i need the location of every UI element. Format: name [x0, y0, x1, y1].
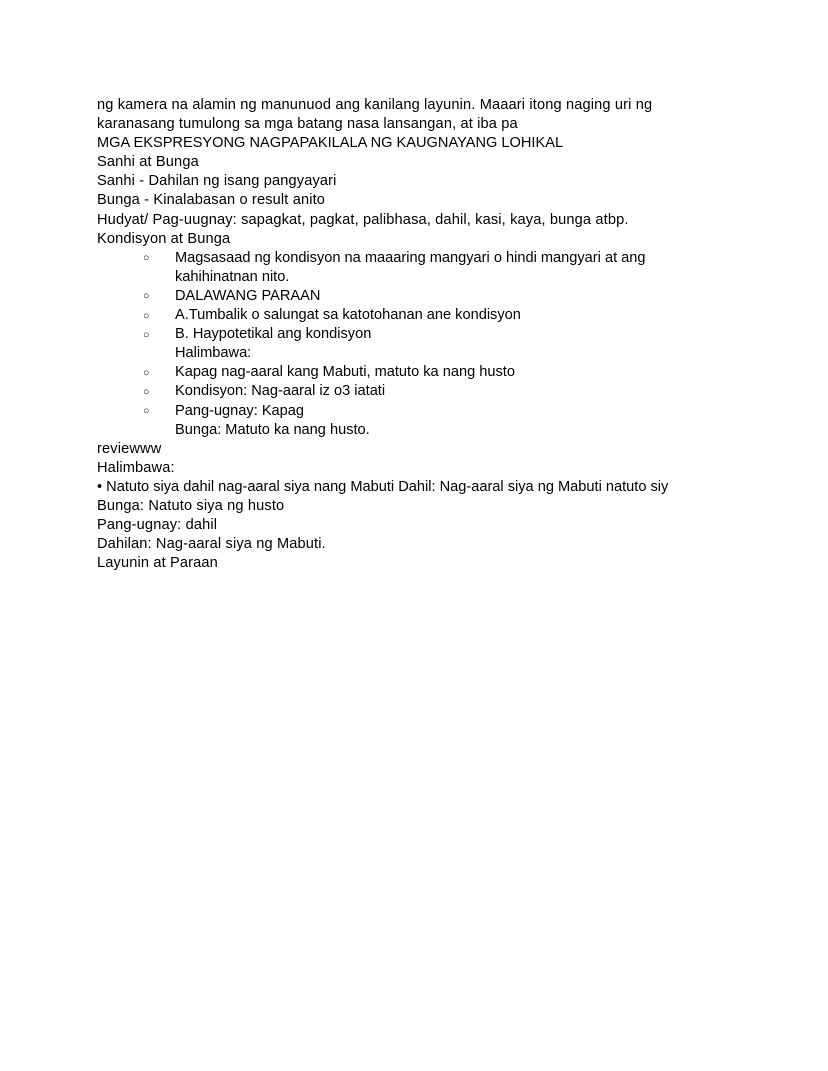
list-item-label: Pang-ugnay: Kapag [175, 402, 305, 419]
list-item [97, 249, 711, 287]
list-item-label: A.Tumbalik o salungat sa katotohanan ane kondisyon [175, 307, 521, 324]
circle-bullet-icon: ○ [143, 309, 150, 322]
circle-bullet-icon: ○ [143, 252, 150, 265]
circle-bullet-icon: ○ [143, 405, 150, 417]
section-heading: MGA EKSPRESYONG NAGPAPAKILALA NG KAUGNAYANG LOHIKAL [97, 135, 564, 152]
list-item-label: Kapag nag-aaral kang Mabuti, matuto ka nang husto [175, 364, 515, 381]
list-item [97, 306, 711, 325]
text-line-kondisyon-at-bunga: Kondisyon at Bunga [97, 230, 231, 247]
text-line-layunin-at-paraan: Layunin at Paraan [97, 555, 218, 572]
list-item [97, 402, 711, 421]
text-line-pang-ugnay-dahil: Pang-ugnay: dahil [97, 517, 218, 534]
intro-paragraph: ng kamera na alamin ng manunuod ang kanilang layunin. Maaari itong naging uri ng karanasang tumulong sa mga batang nasa lansangan, at iba pa [97, 97, 653, 133]
bullet-list-halimbawa [97, 363, 711, 420]
text-line-bunga-definition: Bunga - Kinalabasan o result anito [97, 192, 326, 209]
list-item-label: Magsasaad ng kondisyon na maaaring mangyari o hindi mangyari at ang kahihinatnan nito. [175, 249, 646, 285]
list-item [97, 363, 711, 382]
text-line-halimbawa-2: Halimbawa: [97, 459, 175, 476]
list-item-label: Kondisyon: Nag-aaral iz o3 iatati [175, 383, 386, 400]
text-line-hudyat: Hudyat/ Pag-uugnay: sapagkat, pagkat, palibhasa, dahil, kasi, kaya, bunga atbp. [97, 211, 629, 228]
list-continuation-bunga: Bunga: Matuto ka nang husto. [175, 421, 370, 438]
list-item [97, 382, 711, 401]
inline-bullet-paragraph: • Natuto siya dahil nag-aaral siya nang Mabuti Dahil: Nag-aaral siya ng Mabuti natuto siy [97, 478, 669, 495]
text-line-sanhi-at-bunga: Sanhi at Bunga [97, 154, 199, 171]
circle-bullet-icon: ○ [143, 328, 150, 341]
text-line-reviewww: reviewww [97, 440, 162, 457]
list-item [97, 287, 711, 306]
circle-bullet-icon: ○ [143, 366, 150, 379]
text-line-sanhi-definition: Sanhi - Dahilan ng isang pangyayari [97, 173, 337, 190]
list-continuation-halimbawa: Halimbawa: [175, 345, 252, 362]
circle-bullet-icon: ○ [143, 290, 150, 303]
list-item-label: B. Haypotetikal ang kondisyon [175, 326, 372, 343]
text-line-dahilan: Dahilan: Nag-aaral siya ng Mabuti. [97, 536, 326, 553]
list-item-label: DALAWANG PARAAN [175, 287, 321, 304]
circle-bullet-icon: ○ [143, 385, 150, 398]
text-line-bunga-natuto: Bunga: Natuto siya ng husto [97, 497, 285, 514]
bullet-list-kondisyon [97, 249, 711, 344]
list-item [97, 325, 711, 344]
document-body [97, 96, 711, 573]
